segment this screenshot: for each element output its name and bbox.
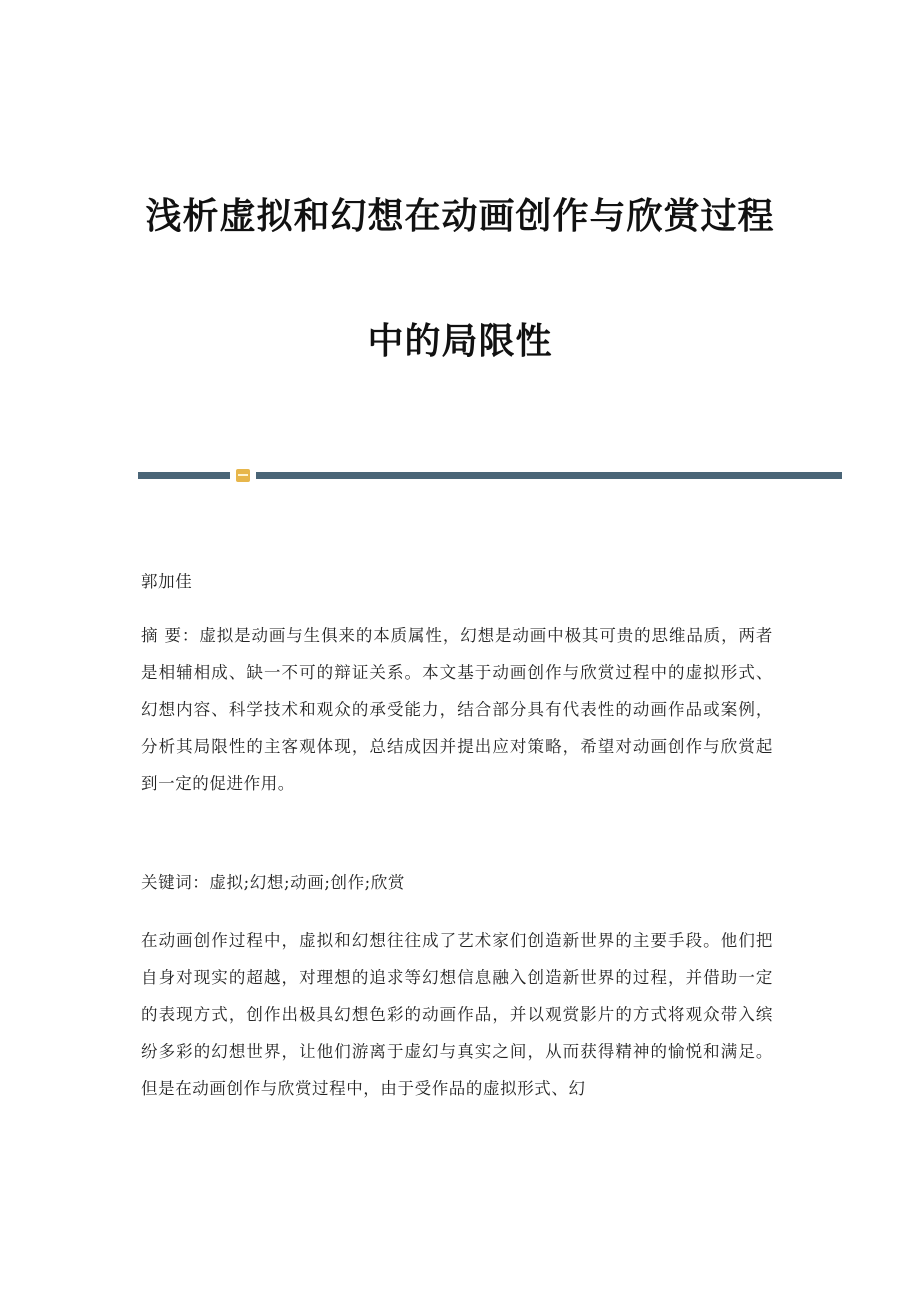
document-title-line-1: 浅析虚拟和幻想在动画创作与欣赏过程 <box>145 196 775 237</box>
document-title-line-2: 中的局限性 <box>367 321 553 362</box>
keywords-line: 关键词：虚拟;幻想;动画;创作;欣赏 <box>141 873 406 892</box>
divider-bar-right <box>256 472 842 479</box>
author-name: 郭加佳 <box>141 572 193 591</box>
title-divider <box>138 469 842 483</box>
divider-ornament-icon <box>236 469 250 482</box>
body-paragraph: 在动画创作过程中，虚拟和幻想往往成了艺术家们创造新世界的主要手段。他们把自身对现实的超越，对理想的追求等幻想信息融入创造新世界的过程，并借助一定的表现方式，创作出极具幻想色彩的动画作品，并以观赏影片的方式将观众带入缤纷多彩的幻想世界，让他们游离于虚幻与真实之间，从而获得精神的愉悦和满足。但是在动画创作与欣赏过程中，由于受作品的虚拟形式、幻 <box>141 931 773 1098</box>
divider-bar-left <box>138 472 230 479</box>
abstract-paragraph: 摘 要：虚拟是动画与生俱来的本质属性，幻想是动画中极其可贵的思维品质，两者是相辅相成、缺一不可的辩证关系。本文基于动画创作与欣赏过程中的虚拟形式、幻想内容、科学技术和观众的承受能力，结合部分具有代表性的动画作品或案例，分析其局限性的主客观体现，总结成因并提出应对策略，希望对动画创作与欣赏起到一定的促进作用。 <box>141 626 773 793</box>
